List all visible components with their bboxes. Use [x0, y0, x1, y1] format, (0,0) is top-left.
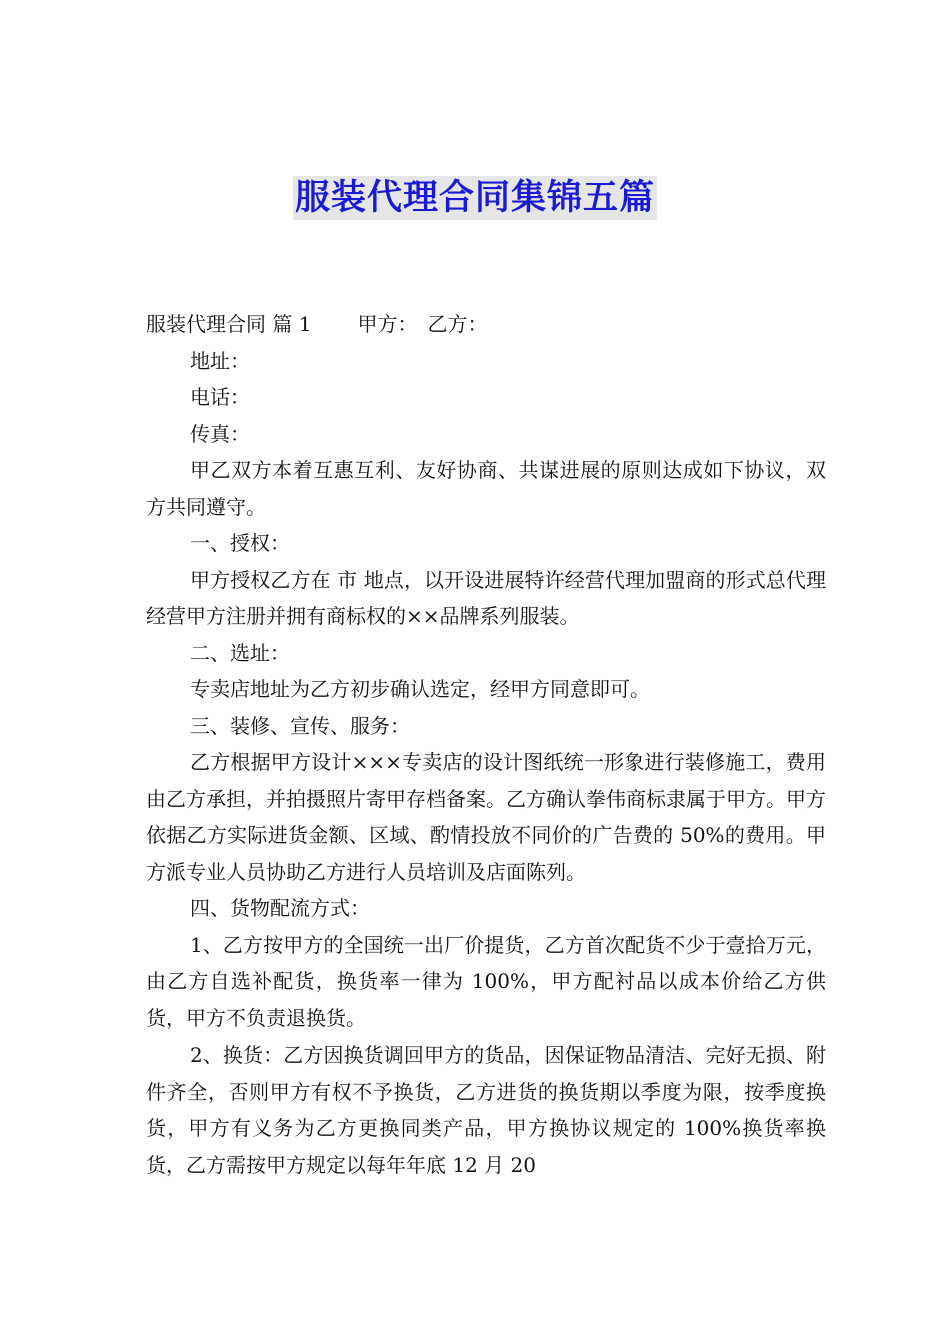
distribution-item-1: 1、乙方按甲方的全国统一出厂价提货，乙方首次配货不少于壹拾万元，由乙方自选补配货，换货率一律为 100%，甲方配衬品以成本价给乙方供货，甲方不负责退换货。: [146, 932, 826, 1030]
party-b-label: 乙方：: [427, 312, 488, 336]
document-title: 服装代理合同集锦五篇: [294, 178, 655, 218]
distribution-item-2: 2、换货：乙方因换货调回甲方的货品，因保证物品清洁、完好无损、附件齐全，否则甲方有权不予换货，乙方进货的换货期以季度为限，按季度换货，甲方有义务为乙方更换同类产品，甲方换协议规定的 100%换货率换货，乙方需按甲方规定以每年年底 12 月 20: [146, 1043, 826, 1177]
phone-line: 电话：: [190, 385, 250, 409]
party-a-label: 甲方：: [357, 312, 418, 336]
section-heading-authorization: 一、授权：: [190, 531, 290, 555]
section-header-line: [146, 306, 826, 343]
preamble-paragraph: 甲乙双方本着互惠互利、友好协商、共谋进展的原则达成如下协议，双方共同遵守。: [146, 458, 826, 519]
section-heading: 服装代理合同 篇 1: [146, 312, 312, 336]
location-paragraph: 专卖店地址为乙方初步确认选定，经甲方同意即可。: [190, 677, 650, 701]
section-heading-location: 二、选址：: [190, 640, 290, 665]
fax-line: 传真：: [190, 421, 250, 446]
section-heading-decoration: 三、装修、宣传、服务：: [190, 713, 410, 738]
document-body: [146, 306, 826, 1183]
section-heading-distribution: 四、货物配流方式：: [190, 896, 370, 920]
authorization-paragraph: 甲方授权乙方在 市 地点，以开设进展特许经营代理加盟商的形式总代理经营甲方注册并拥有商标权的××品牌系列服装。: [146, 567, 826, 628]
title-container: [0, 176, 950, 220]
decoration-paragraph: 乙方根据甲方设计×××专卖店的设计图纸统一形象进行装修施工，费用由乙方承担，并拍摄照片寄甲存档备案。乙方确认拳伟商标隶属于甲方。甲方依据乙方实际进货金额、区域、酌情投放不同价的广告费的 50%的费用。甲方派专业人员协助乙方进行人员培训及店面陈列。: [146, 750, 826, 884]
address-line: 地址：: [190, 348, 250, 373]
